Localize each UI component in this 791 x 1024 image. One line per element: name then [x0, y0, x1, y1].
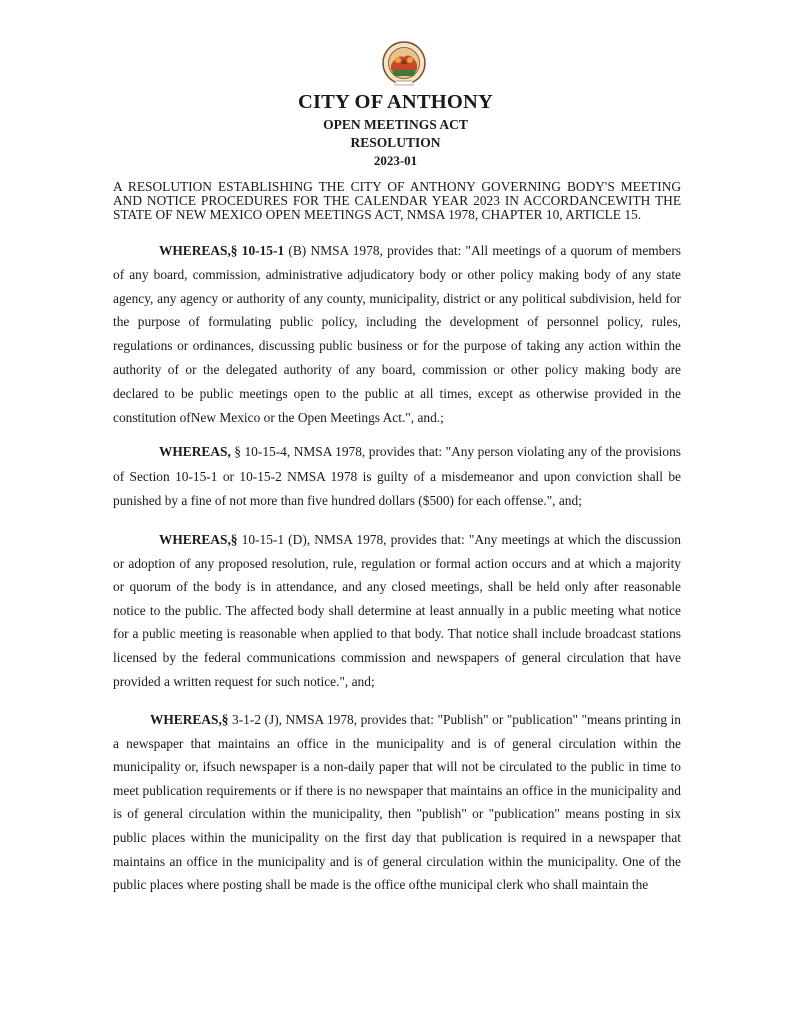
- whereas-lead: WHEREAS,: [159, 444, 231, 459]
- paragraph-text: § 10-15-4, NMSA 1978, provides that: "Any person violating any of the provisions of Section 10-15-1 or 10-15-2 NMSA 1978 is guilty of a misdemeanor and upon conviction shall be punished by a fine of not more than five hundred dollars ($500) for each offense.", and;: [113, 444, 681, 508]
- whereas-lead: WHEREAS,§ 10-15-1: [159, 243, 285, 258]
- document-type: RESOLUTION: [350, 135, 441, 150]
- whereas-paragraph-4: [113, 708, 681, 897]
- city-seal-logo: [381, 40, 427, 88]
- resolution-number: 2023-01: [373, 153, 418, 168]
- act-title: OPEN MEETINGS ACT: [323, 117, 468, 132]
- whereas-lead: WHEREAS,§: [150, 712, 229, 727]
- resolution-preamble: A RESOLUTION ESTABLISHING THE CITY OF ANTHONY GOVERNING BODY'S MEETING AND NOTICE PROCEDURES FOR THE CALENDAR YEAR 2023 IN ACCORDANCEWITH THE STATE OF NEW MEXICO OPEN MEETINGS ACT, NMSA 1978, CHAPTER 10, ARTICLE 15.: [113, 179, 681, 223]
- whereas-paragraph-3: [113, 528, 681, 693]
- paragraph-text: 10-15-1 (D), NMSA 1978, provides that: "Any meetings at which the discussion or adoption of any proposed resolution, rule, regulation or formal action occurs and at which a majority or quorum of the body is in attendance, and any closed meetings, shall be held only after reasonable notice to the public. The affected body shall determine at least annually in a public meeting what notice for a public meeting is reasonable when applied to that body. That notice shall include broadcast stations licensed by the federal communications commission and newspapers of general circulation that have provided a written request for such notice.", and;: [113, 532, 681, 689]
- city-title: CITY OF ANTHONY: [297, 91, 494, 113]
- whereas-paragraph-2: [113, 440, 681, 514]
- whereas-paragraph-1: [113, 239, 681, 429]
- whereas-lead: WHEREAS,§: [159, 532, 238, 547]
- paragraph-text: (B) NMSA 1978, provides that: "All meetings of a quorum of members of any board, commission, administrative adjudicatory body or other policy making body of any state agency, any agency or authority of any county, municipality, district or any political subdivision, held for the purpose of formulating public policy, including the development of personnel policy, rules, regulations or ordinances, discussing public business or for the purpose of taking any action within the authority of or the delegated authority of any board, commission or other policy making body are declared to be public meetings open to the public at all times, except as otherwise provided in the constitution ofNew Mexico or the Open Meetings Act.", and.;: [113, 243, 681, 425]
- paragraph-text: 3-1-2 (J), NMSA 1978, provides that: "Publish" or "publication" "means printing in a newspaper that maintains an office in the municipality and is of general circulation within the municipality or, ifsuch newspaper is a non-daily paper that will not be circulated to the public in time to meet publication requirements or if there is no newspaper that maintains an office in the municipality and is of general circulation within the municipality, then "publish" or "publication" means posting in six public places within the municipality on the first day that publication is required in a newspaper that maintains an office in the municipality and is of general circulation within the municipality. One of the public places where posting shall be made is the office ofthe municipal clerk who shall maintain the: [113, 712, 681, 893]
